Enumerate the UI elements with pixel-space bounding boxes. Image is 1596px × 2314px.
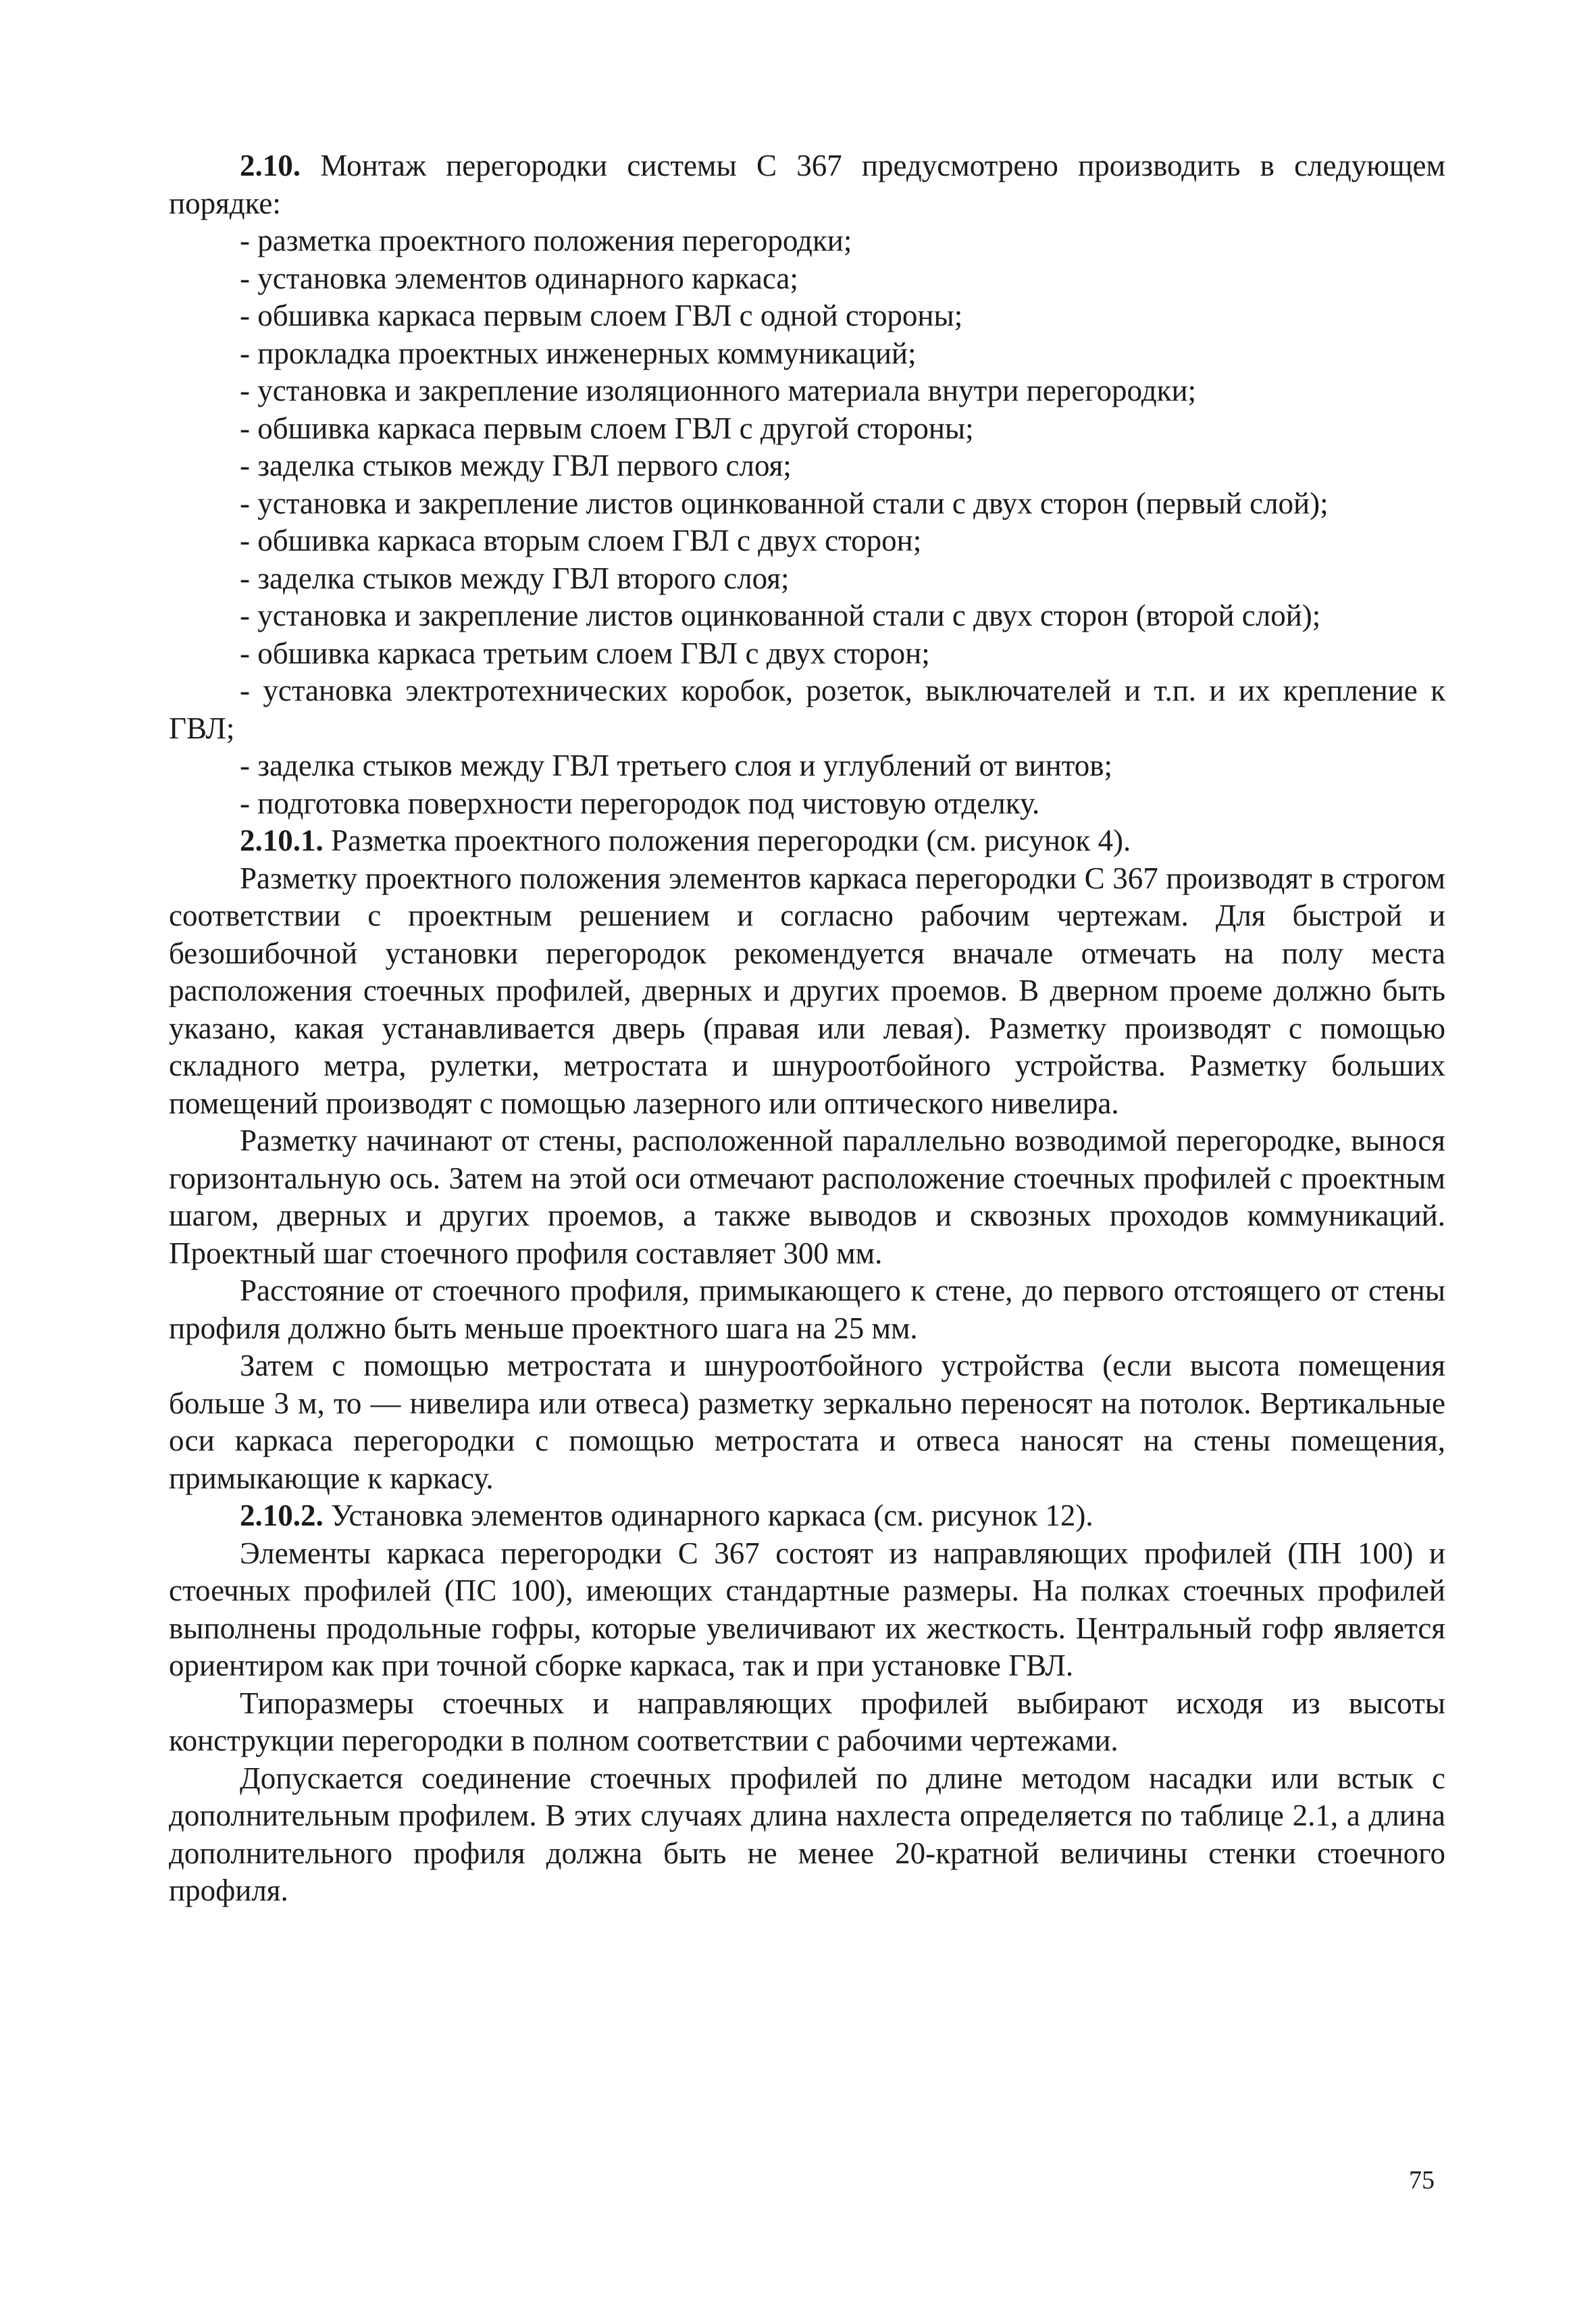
list-item: - разметка проектного положения перегородки; <box>240 224 852 257</box>
section-heading-text: Установка элементов одинарного каркаса (см. рисунок 12). <box>331 1499 1093 1532</box>
list-item: - установка и закрепление листов оцинкованной стали с двух сторон (второй слой); <box>240 599 1321 632</box>
list-item: - установка электротехнических коробок, розеток, выключателей и т.п. и их крепление к ГВЛ; <box>169 674 1445 745</box>
list-item: - заделка стыков между ГВЛ третьего слоя и углублений от винтов; <box>240 749 1113 782</box>
section-2-10-1-heading <box>169 822 1445 860</box>
list-item: - прокладка проектных инженерных коммуникаций; <box>240 336 917 370</box>
paragraph: Разметку начинают от стены, расположенной параллельно возводимой перегородке, вынося горизонтальную ось. Затем на этой оси отмечают расположение стоечных профилей с проектным шагом, дверных и других проемов, а также выводов и сквозных проходов коммуникаций. Проектный шаг стоечного профиля составляет 300 мм. <box>169 1124 1445 1270</box>
list-item: - установка и закрепление изоляционного материала внутри перегородки; <box>240 374 1197 407</box>
list-item: - обшивка каркаса первым слоем ГВЛ с одной стороны; <box>240 299 963 332</box>
section-heading-text: Разметка проектного положения перегородки (см. рисунок 4). <box>331 824 1131 857</box>
list-item: - установка и закрепление листов оцинкованной стали с двух сторон (первый слой); <box>240 486 1329 520</box>
list-item: - обшивка каркаса вторым слоем ГВЛ с двух сторон; <box>240 524 922 557</box>
section-intro-text: Монтаж перегородки системы С 367 предусмотрено производить в следующем порядке: <box>169 149 1445 220</box>
paragraph: Элементы каркаса перегородки С 367 состоят из направляющих профилей (ПН 100) и стоечных профилей (ПС 100), имеющих стандартные размеры. На полках стоечных профилей выполнены продольные гофры, которые увеличивают их жесткость. Центральный гофр является ориентиром как при точной сборке каркаса, так и при установке ГВЛ. <box>169 1536 1445 1682</box>
paragraph: Затем с помощью метростата и шнуроотбойного устройства (если высота помещения больше 3 м, то — нивелира или отвеса) разметку зеркально переносят на потолок. Вертикальные оси каркаса перегородки с помощью метростата и отвеса наносят на стены помещения, примыкающие к каркасу. <box>169 1349 1445 1495</box>
section-number: 2.10. <box>240 149 301 182</box>
section-number: 2.10.1. <box>240 824 324 857</box>
list-item: - установка элементов одинарного каркаса; <box>240 261 798 295</box>
section-2-10-2-heading <box>169 1497 1445 1535</box>
paragraph: Разметку проектного положения элементов каркаса перегородки С 367 производят в строгом соответствии с проектным решением и согласно рабочим чертежам. Для быстрой и безошибочной установки перегородок рекомендуется вначале отмечать на полу места расположения стоечных профилей, дверных и других проемов. В дверном проеме должно быть указано, какая устанавливается дверь (правая или левая). Разметку производят с помощью складного метра, рулетки, метростата и шнуроотбойного устройства. Разметку больших помещений производят с помощью лазерного или оптического нивелира. <box>169 861 1445 1120</box>
page-number: 75 <box>1409 2166 1435 2194</box>
paragraph: Допускается соединение стоечных профилей по длине методом насадки или встык с дополнительным профилем. В этих случаях длина нахлеста определяется по таблице 2.1, а длина дополнительного профиля должна быть не менее 20-кратной величины стенки стоечного профиля. <box>169 1761 1445 1907</box>
section-number: 2.10.2. <box>240 1499 324 1532</box>
page-text <box>169 147 1445 1910</box>
section-2-10-intro <box>169 147 1445 222</box>
paragraph: Расстояние от стоечного профиля, примыкающего к стене, до первого отстоящего от стены профиля должно быть меньше проектного шага на 25 мм. <box>169 1274 1445 1345</box>
list-item: - заделка стыков между ГВЛ второго слоя; <box>240 561 790 595</box>
list-item: - обшивка каркаса третьим слоем ГВЛ с двух сторон; <box>240 636 930 670</box>
paragraph: Типоразмеры стоечных и направляющих профилей выбирают исходя из высоты конструкции перегородки в полном соответствии с рабочими чертежами. <box>169 1686 1445 1757</box>
list-item: - заделка стыков между ГВЛ первого слоя; <box>240 449 792 482</box>
list-item: - обшивка каркаса первым слоем ГВЛ с другой стороны; <box>240 411 974 445</box>
list-item: - подготовка поверхности перегородок под чистовую отделку. <box>240 786 1040 820</box>
